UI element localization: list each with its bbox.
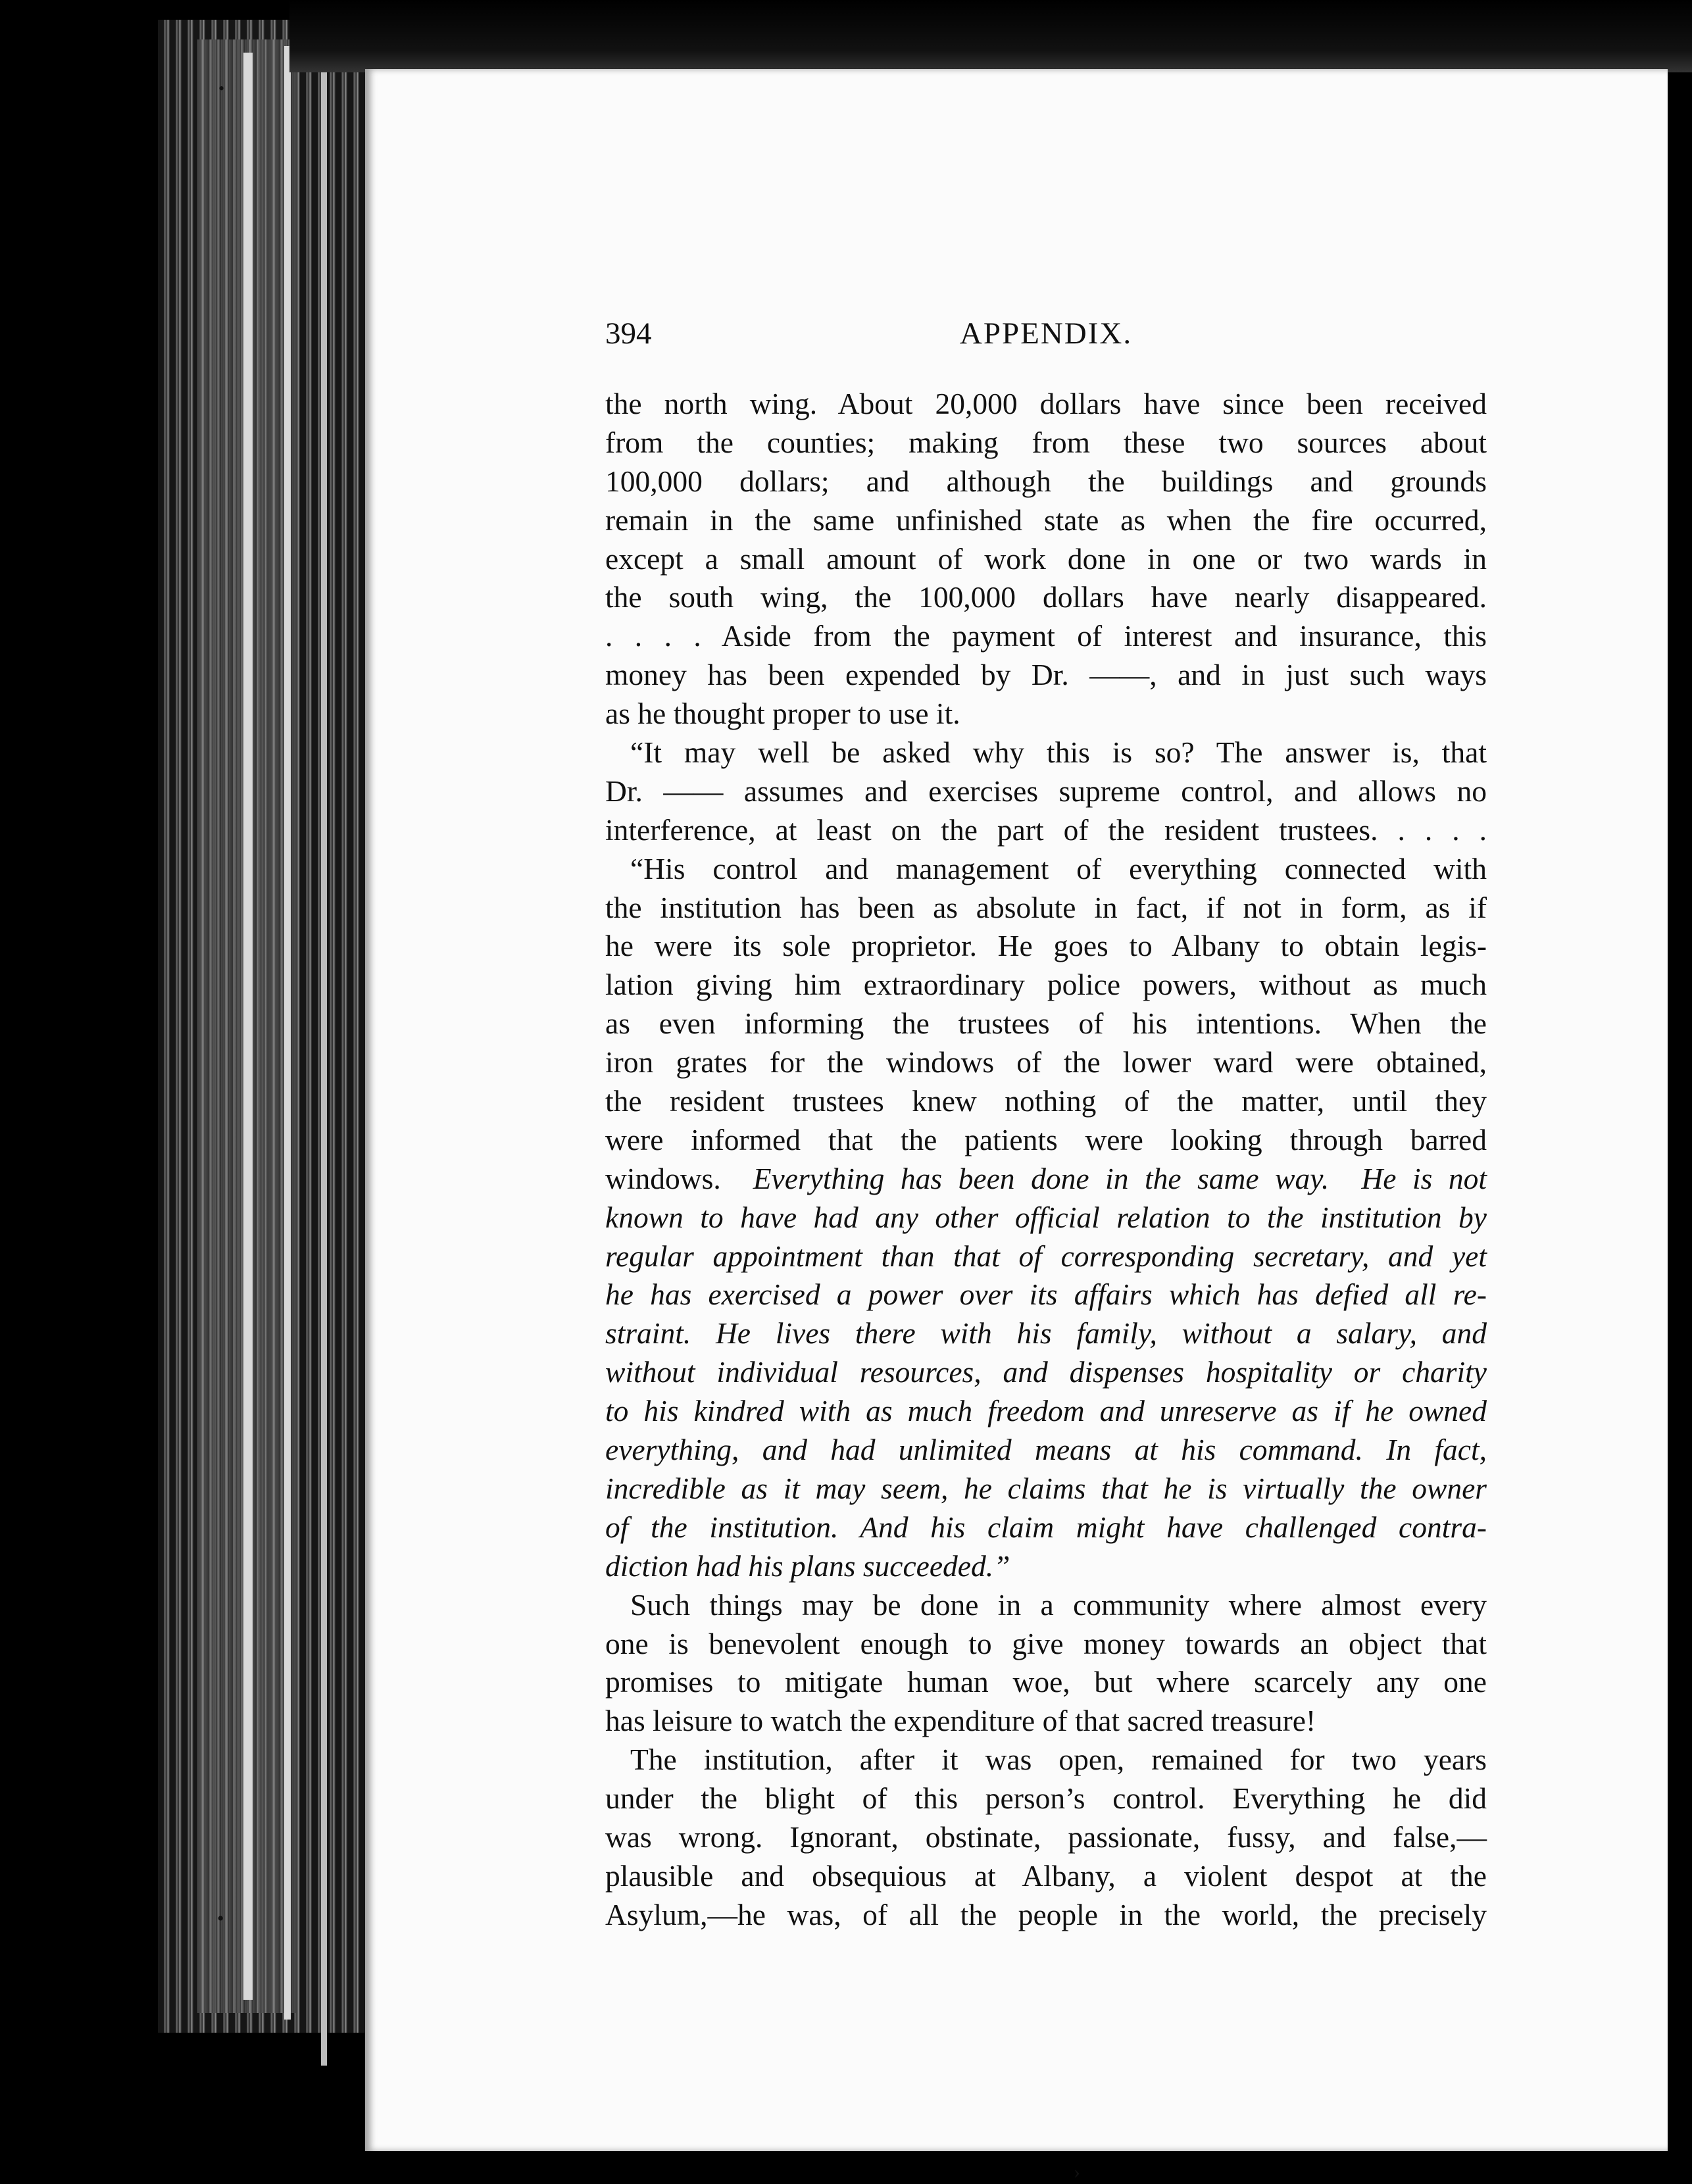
- text-line: everything, and had unlimited means at his command. In fact,: [605, 1433, 1487, 1467]
- page-edge-line: [321, 39, 327, 2066]
- text-line: lation giving him extraordinary police powers, without as much: [605, 968, 1487, 1002]
- text-line: straint. He lives there with his family, without a salary, and: [605, 1316, 1487, 1351]
- page-edge-line: [243, 53, 253, 2000]
- page-header: [605, 316, 1487, 355]
- text-line: diction had his plans succeeded.”: [605, 1549, 1010, 1583]
- body-text: [605, 385, 1487, 1935]
- text-italic-run: Everything has been done in the same way. He is not: [753, 1161, 1487, 1195]
- text-line: money has been expended by Dr. ——, and in just such ways: [605, 658, 1487, 692]
- text-line: interference, at least on the part of the resident trustees. . . . .: [605, 812, 1487, 847]
- text-line: as even informing the trustees of his intentions. When the: [605, 1006, 1487, 1041]
- text-line: he has exercised a power over its affairs which has defied all re-: [605, 1278, 1487, 1312]
- text-line: to his kindred with as much freedom and unreserve as if he owned: [605, 1394, 1487, 1428]
- margin-dot: •: [217, 1908, 224, 1929]
- margin-dot: •: [218, 79, 225, 98]
- text-line: Dr. —— assumes and exercises supreme control, and allows no: [605, 774, 1487, 808]
- text-line: from the counties; making from these two sources about: [605, 425, 1487, 459]
- text-line: iron grates for the windows of the lower ward were obtained,: [605, 1045, 1487, 1080]
- text-line: were informed that the patients were looking through barred: [605, 1122, 1487, 1156]
- text-line: “It may well be asked why this is so? The answer is, that: [630, 735, 1487, 770]
- text-line: Such things may be done in a community where almost every: [630, 1587, 1487, 1622]
- text-line: without individual resources, and dispenses hospitality or charity: [605, 1355, 1487, 1389]
- text-roman-run: windows.: [605, 1161, 753, 1195]
- text-line: has leisure to watch the expenditure of that sacred treasure!: [605, 1704, 1316, 1738]
- text-line: plausible and obsequious at Albany, a violent despot at the: [605, 1858, 1487, 1893]
- text-line: of the institution. And his claim might have challenged contra-: [605, 1510, 1487, 1544]
- text-line: he were its sole proprietor. He goes to Albany to obtain legis-: [605, 929, 1487, 963]
- stray-mark: ›: [1074, 2161, 1080, 2183]
- running-head: APPENDIX.: [959, 316, 1133, 351]
- text-line: Asylum,—he was, of all the people in the world, the precisely: [605, 1897, 1487, 1931]
- page-number: 394: [605, 316, 652, 351]
- text-line: as he thought proper to use it.: [605, 697, 960, 731]
- text-line: the north wing. About 20,000 dollars have since been received: [605, 387, 1487, 420]
- text-line: [605, 1160, 1487, 1199]
- text-line: under the blight of this person’s control. Everything he did: [605, 1781, 1487, 1816]
- text-line: incredible as it may seem, he claims that he is virtually the owner: [605, 1471, 1487, 1505]
- text-line: remain in the same unfinished state as when the fire occurred,: [605, 503, 1487, 537]
- text-line: the institution has been as absolute in fact, if not in form, as if: [605, 890, 1487, 924]
- text-line: was wrong. Ignorant, obstinate, passionate, fussy, and false,—: [605, 1820, 1487, 1854]
- page-edge-line: [284, 46, 291, 2020]
- text-line: one is benevolent enough to give money towards an object that: [605, 1626, 1487, 1660]
- text-line: promises to mitigate human woe, but where scarcely any one: [605, 1665, 1487, 1699]
- text-line: known to have had any other official relation to the institution by: [605, 1200, 1487, 1234]
- text-line: the resident trustees knew nothing of the matter, until they: [605, 1084, 1487, 1118]
- text-line: the south wing, the 100,000 dollars have nearly disappeared.: [605, 580, 1487, 614]
- text-line: “His control and management of everything connected with: [630, 851, 1487, 885]
- text-line: 100,000 dollars; and although the buildings and grounds: [605, 464, 1487, 498]
- text-line: The institution, after it was open, remained for two years: [630, 1743, 1487, 1777]
- top-shadow: [289, 0, 1692, 72]
- text-line: except a small amount of work done in one or two wards in: [605, 541, 1487, 576]
- text-line: regular appointment than that of corresponding secretary, and yet: [605, 1239, 1487, 1273]
- text-line: . . . . Aside from the payment of interest and insurance, this: [605, 619, 1487, 653]
